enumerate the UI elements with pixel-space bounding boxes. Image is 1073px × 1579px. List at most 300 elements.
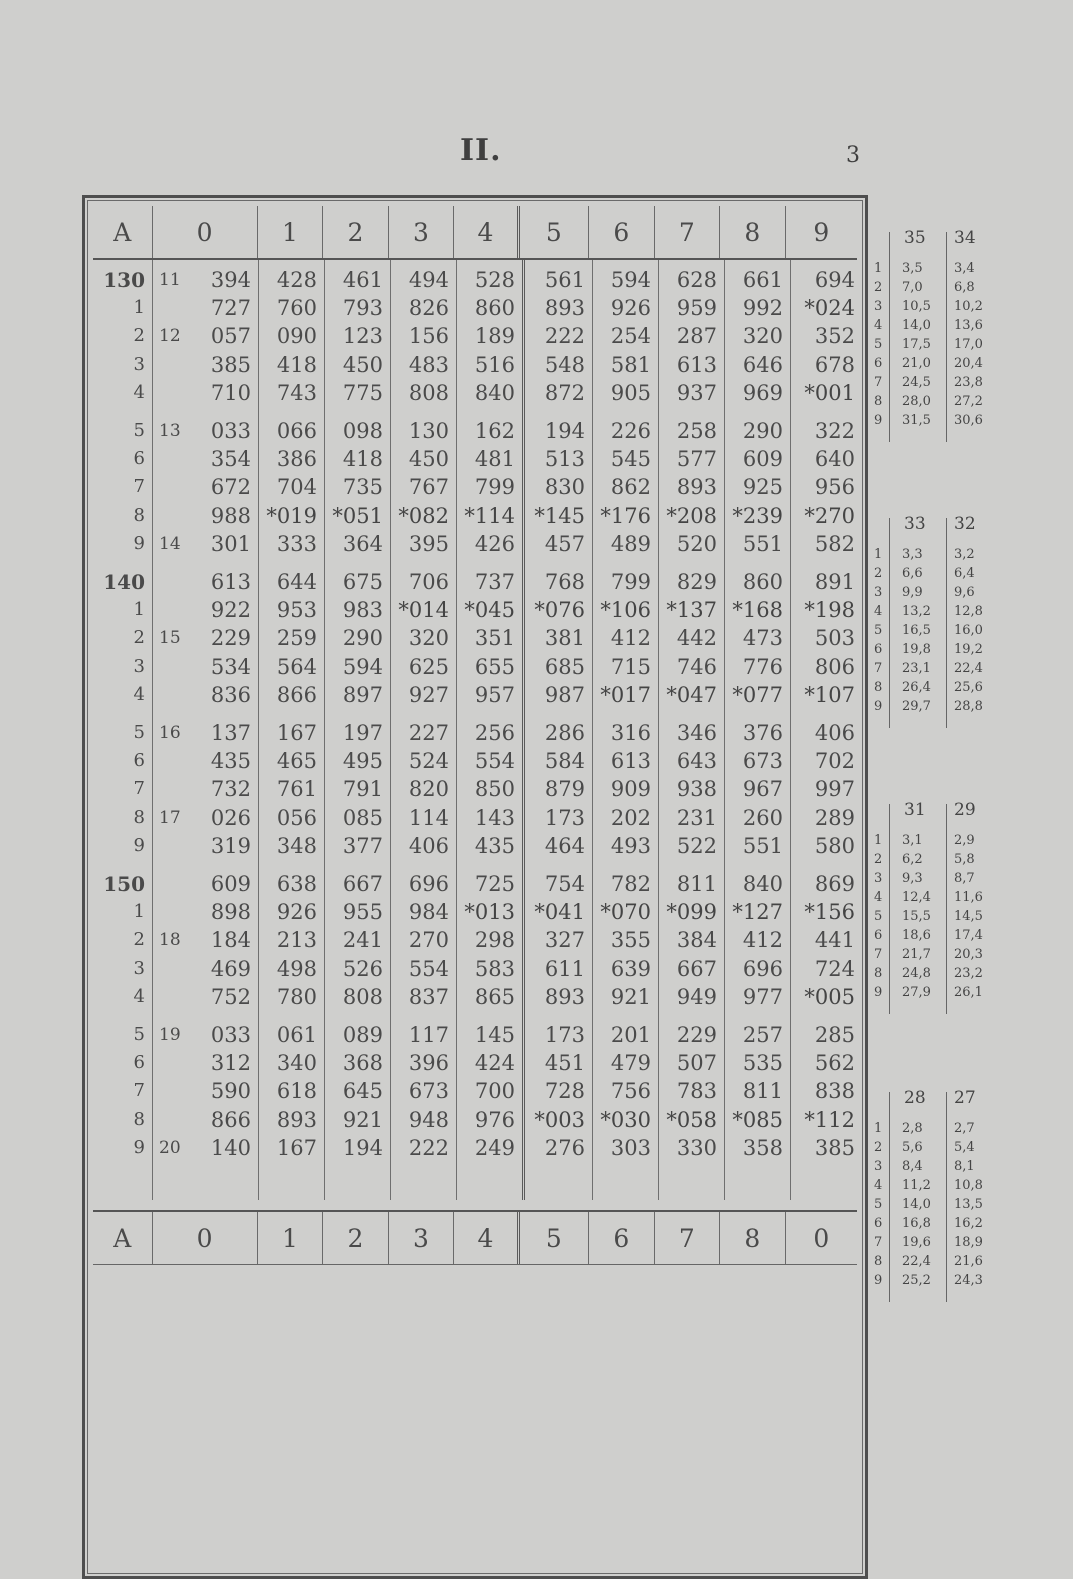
table-cell: 130 bbox=[408, 419, 449, 443]
header-cell: 7 bbox=[655, 206, 720, 258]
table-cell: 483 bbox=[408, 352, 449, 377]
table-cell: 520 bbox=[676, 531, 717, 556]
table-cell: 441 bbox=[814, 928, 855, 953]
table-row bbox=[93, 1134, 857, 1162]
table-cell: 162 bbox=[474, 419, 515, 443]
prop-parts-row bbox=[872, 984, 992, 1001]
table-cell: 376 bbox=[742, 721, 783, 745]
table-cell: 673 bbox=[742, 749, 783, 774]
table-cell: 926 bbox=[610, 296, 651, 321]
prop-parts-value: 26,4 bbox=[902, 680, 931, 695]
table-cell: 609 bbox=[210, 872, 251, 896]
table-row bbox=[93, 926, 857, 954]
table-cell: 967 bbox=[742, 777, 783, 802]
header-cell: 8 bbox=[720, 1212, 785, 1264]
header-cell: 0 bbox=[153, 1212, 258, 1264]
table-cell: 229 bbox=[676, 1023, 717, 1047]
table-cell: 513 bbox=[544, 447, 585, 472]
prop-parts-digit: 1 bbox=[874, 833, 883, 848]
table-cell: 493 bbox=[610, 833, 651, 858]
prop-parts-value: 24,3 bbox=[954, 1273, 983, 1288]
prop-parts-value: 18,6 bbox=[902, 928, 931, 943]
table-cell: 450 bbox=[342, 352, 383, 377]
row-argument: 130 bbox=[103, 268, 145, 292]
table-row bbox=[93, 473, 857, 501]
table-cell: 756 bbox=[610, 1079, 651, 1104]
prop-parts-value: 3,2 bbox=[954, 547, 975, 562]
header-cell: A bbox=[93, 1212, 153, 1264]
table-cell: 732 bbox=[210, 777, 251, 802]
prop-parts-value: 22,4 bbox=[954, 661, 983, 676]
table-cell: 820 bbox=[408, 777, 449, 802]
prop-parts-value: 3,3 bbox=[902, 547, 923, 562]
row-argument: 8 bbox=[133, 1108, 145, 1130]
prop-parts-digit: 7 bbox=[874, 661, 883, 676]
prop-parts-row bbox=[872, 412, 992, 429]
prop-parts-row bbox=[872, 679, 992, 696]
prop-parts-value: 12,8 bbox=[954, 604, 983, 619]
prop-parts-digit: 6 bbox=[874, 642, 883, 657]
table-cell: 727 bbox=[210, 296, 251, 321]
prop-parts-head: 29 bbox=[954, 800, 976, 820]
prop-parts-value: 11,2 bbox=[902, 1178, 931, 1193]
prop-parts-value: 18,9 bbox=[954, 1235, 983, 1250]
prop-parts-row bbox=[872, 603, 992, 620]
table-cell: 893 bbox=[544, 984, 585, 1009]
table-cell: 780 bbox=[276, 984, 317, 1009]
table-cell: 735 bbox=[342, 475, 383, 500]
prop-parts-digit: 6 bbox=[874, 928, 883, 943]
table-footer bbox=[93, 1210, 857, 1265]
table-cell: *058 bbox=[666, 1107, 717, 1132]
prop-parts-value: 10,2 bbox=[954, 299, 983, 314]
table-cell: 673 bbox=[408, 1079, 449, 1104]
table-cell: 061 bbox=[276, 1023, 317, 1047]
prop-parts-digit: 8 bbox=[874, 966, 883, 981]
table-cell: 836 bbox=[210, 682, 251, 707]
prop-parts-value: 24,8 bbox=[902, 966, 931, 981]
prop-parts-value: 19,2 bbox=[954, 642, 983, 657]
table-cell: 117 bbox=[408, 1023, 449, 1047]
table-cell: 791 bbox=[342, 777, 383, 802]
table-row bbox=[93, 955, 857, 983]
table-cell: 925 bbox=[742, 475, 783, 500]
row-argument: 8 bbox=[133, 806, 145, 828]
prop-parts-value: 3,4 bbox=[954, 261, 975, 276]
prop-parts-digit: 4 bbox=[874, 1178, 883, 1193]
prop-parts-value: 8,1 bbox=[954, 1159, 975, 1174]
table-row bbox=[93, 870, 857, 898]
table-cell: 346 bbox=[676, 721, 717, 745]
prop-parts-value: 23,8 bbox=[954, 375, 983, 390]
prop-parts-row bbox=[872, 927, 992, 944]
prop-parts-head: 35 bbox=[904, 228, 926, 248]
table-cell: 333 bbox=[276, 531, 317, 556]
prop-parts-head: 28 bbox=[904, 1088, 926, 1108]
prop-parts-value: 19,6 bbox=[902, 1235, 931, 1250]
table-cell: 489 bbox=[610, 531, 651, 556]
table-row bbox=[93, 568, 857, 596]
table-cell: 494 bbox=[408, 268, 449, 292]
table-cell: 704 bbox=[276, 475, 317, 500]
table-cell: 584 bbox=[544, 749, 585, 774]
table-cell: 811 bbox=[676, 872, 717, 896]
table-cell: *024 bbox=[804, 296, 855, 321]
table-cell: 860 bbox=[742, 570, 783, 594]
table-cell: 140 bbox=[210, 1135, 251, 1160]
table-cell: *137 bbox=[666, 598, 717, 623]
prop-parts-row bbox=[872, 279, 992, 296]
table-cell: 340 bbox=[276, 1051, 317, 1076]
row-leading-digits: 18 bbox=[159, 930, 181, 951]
table-cell: *013 bbox=[464, 900, 515, 925]
prop-parts-digit: 2 bbox=[874, 852, 883, 867]
prop-parts-digit: 1 bbox=[874, 1121, 883, 1136]
table-cell: 837 bbox=[408, 984, 449, 1009]
header-cell: 6 bbox=[589, 1212, 654, 1264]
table-cell: 793 bbox=[342, 296, 383, 321]
table-cell: 479 bbox=[610, 1051, 651, 1076]
prop-parts-row bbox=[872, 832, 992, 849]
header-cell: A bbox=[93, 206, 153, 258]
table-row bbox=[93, 266, 857, 294]
prop-parts-digit: 6 bbox=[874, 356, 883, 371]
table-cell: 562 bbox=[814, 1051, 855, 1076]
prop-parts-row bbox=[872, 1158, 992, 1175]
table-cell: 737 bbox=[474, 570, 515, 594]
table-cell: 526 bbox=[342, 956, 383, 981]
table-cell: *051 bbox=[332, 503, 383, 528]
table-cell: 222 bbox=[544, 324, 585, 349]
table-cell: 428 bbox=[276, 268, 317, 292]
table-cell: 469 bbox=[210, 956, 251, 981]
prop-parts-head: 31 bbox=[904, 800, 926, 820]
table-cell: 959 bbox=[676, 296, 717, 321]
table-cell: 685 bbox=[544, 654, 585, 679]
prop-parts-head: 33 bbox=[904, 514, 926, 534]
header-cell: 4 bbox=[454, 1212, 520, 1264]
table-cell: 675 bbox=[342, 570, 383, 594]
prop-parts-value: 20,3 bbox=[954, 947, 983, 962]
table-cell: 259 bbox=[276, 626, 317, 651]
prop-parts-row bbox=[872, 1215, 992, 1232]
table-row bbox=[93, 653, 857, 681]
table-row bbox=[93, 832, 857, 860]
page-title: II. bbox=[460, 133, 502, 168]
row-argument: 3 bbox=[133, 353, 145, 375]
prop-parts-row bbox=[872, 584, 992, 601]
table-cell: 983 bbox=[342, 598, 383, 623]
prop-parts-digit: 9 bbox=[874, 1273, 883, 1288]
table-cell: 969 bbox=[742, 380, 783, 405]
prop-parts-value: 2,9 bbox=[954, 833, 975, 848]
table-cell: 618 bbox=[276, 1079, 317, 1104]
table-cell: 254 bbox=[610, 324, 651, 349]
header-cell: 5 bbox=[520, 1212, 589, 1264]
table-cell: 897 bbox=[342, 682, 383, 707]
table-cell: 143 bbox=[474, 805, 515, 830]
table-cell: 090 bbox=[276, 324, 317, 349]
table-cell: 953 bbox=[276, 598, 317, 623]
prop-parts-value: 14,5 bbox=[954, 909, 983, 924]
prop-parts-row bbox=[872, 355, 992, 372]
table-cell: 613 bbox=[210, 570, 251, 594]
table-cell: 554 bbox=[474, 749, 515, 774]
page-number: 3 bbox=[846, 143, 860, 168]
prop-parts-digit: 8 bbox=[874, 1254, 883, 1269]
prop-parts-value: 24,5 bbox=[902, 375, 931, 390]
prop-parts-row bbox=[872, 565, 992, 582]
row-argument: 6 bbox=[133, 1052, 145, 1074]
table-cell: 381 bbox=[544, 626, 585, 651]
table-cell: 909 bbox=[610, 777, 651, 802]
row-argument: 4 bbox=[133, 683, 145, 705]
prop-parts-value: 5,4 bbox=[954, 1140, 975, 1155]
table-cell: 594 bbox=[610, 268, 651, 292]
prop-parts-value: 31,5 bbox=[902, 413, 931, 428]
table-cell: 639 bbox=[610, 956, 651, 981]
prop-parts-value: 16,8 bbox=[902, 1216, 931, 1231]
table-cell: 524 bbox=[408, 749, 449, 774]
row-argument: 6 bbox=[133, 448, 145, 470]
table-cell: 628 bbox=[676, 268, 717, 292]
table-cell: 992 bbox=[742, 296, 783, 321]
header-cell: 3 bbox=[389, 206, 454, 258]
table-cell: *239 bbox=[732, 503, 783, 528]
table-cell: *208 bbox=[666, 503, 717, 528]
header-cell: 8 bbox=[720, 206, 785, 258]
prop-parts-value: 5,8 bbox=[954, 852, 975, 867]
prop-parts-value: 2,8 bbox=[902, 1121, 923, 1136]
prop-parts-digit: 1 bbox=[874, 547, 883, 562]
table-cell: 257 bbox=[742, 1023, 783, 1047]
table-row bbox=[93, 804, 857, 832]
row-argument: 9 bbox=[133, 834, 145, 856]
table-cell: 461 bbox=[342, 268, 383, 292]
table-row bbox=[93, 596, 857, 624]
table-cell: 276 bbox=[544, 1135, 585, 1160]
table-row bbox=[93, 445, 857, 473]
table-cell: 194 bbox=[544, 419, 585, 443]
table-cell: 364 bbox=[342, 531, 383, 556]
table-cell: 535 bbox=[742, 1051, 783, 1076]
table-header bbox=[93, 206, 857, 260]
row-argument: 1 bbox=[133, 599, 145, 621]
table-cell: 301 bbox=[210, 531, 251, 556]
table-cell: 702 bbox=[814, 749, 855, 774]
prop-parts-digit: 7 bbox=[874, 375, 883, 390]
table-cell: 838 bbox=[814, 1079, 855, 1104]
prop-parts-value: 8,7 bbox=[954, 871, 975, 886]
prop-parts-value: 20,4 bbox=[954, 356, 983, 371]
table-cell: *156 bbox=[804, 900, 855, 925]
table-body bbox=[93, 260, 857, 1200]
table-cell: *114 bbox=[464, 503, 515, 528]
prop-parts-digit: 3 bbox=[874, 585, 883, 600]
table-cell: 551 bbox=[742, 531, 783, 556]
prop-parts-digit: 9 bbox=[874, 985, 883, 1000]
table-cell: 298 bbox=[474, 928, 515, 953]
table-cell: 678 bbox=[814, 352, 855, 377]
table-cell: 528 bbox=[474, 268, 515, 292]
table-cell: 085 bbox=[342, 805, 383, 830]
prop-parts-row bbox=[872, 1139, 992, 1156]
table-cell: 561 bbox=[544, 268, 585, 292]
table-cell: 638 bbox=[276, 872, 317, 896]
prop-parts-value: 5,6 bbox=[902, 1140, 923, 1155]
table-cell: 229 bbox=[210, 626, 251, 651]
table-cell: 534 bbox=[210, 654, 251, 679]
table-cell: 997 bbox=[814, 777, 855, 802]
table-cell: 869 bbox=[814, 872, 855, 896]
table-cell: 137 bbox=[210, 721, 251, 745]
table-cell: 988 bbox=[210, 503, 251, 528]
table-cell: *198 bbox=[804, 598, 855, 623]
prop-parts-row bbox=[872, 965, 992, 982]
table-cell: 450 bbox=[408, 447, 449, 472]
prop-parts-value: 28,8 bbox=[954, 699, 983, 714]
table-cell: 840 bbox=[474, 380, 515, 405]
table-cell: 033 bbox=[210, 1023, 251, 1047]
table-cell: 775 bbox=[342, 380, 383, 405]
prop-parts-value: 21,7 bbox=[902, 947, 931, 962]
row-leading-digits: 17 bbox=[159, 807, 181, 828]
prop-parts-row bbox=[872, 374, 992, 391]
table-cell: 442 bbox=[676, 626, 717, 651]
prop-parts-digit: 8 bbox=[874, 394, 883, 409]
prop-parts-row bbox=[872, 260, 992, 277]
table-cell: 320 bbox=[742, 324, 783, 349]
table-cell: 829 bbox=[676, 570, 717, 594]
table-row bbox=[93, 530, 857, 558]
table-row bbox=[93, 1049, 857, 1077]
row-leading-digits: 13 bbox=[159, 421, 181, 441]
table-cell: 866 bbox=[210, 1107, 251, 1132]
prop-parts-digit: 7 bbox=[874, 1235, 883, 1250]
row-argument: 2 bbox=[133, 325, 145, 347]
table-row bbox=[93, 351, 857, 379]
prop-parts-digit: 5 bbox=[874, 1197, 883, 1212]
row-argument: 5 bbox=[133, 722, 145, 743]
table-cell: 548 bbox=[544, 352, 585, 377]
table-cell: 667 bbox=[676, 956, 717, 981]
table-row bbox=[93, 1021, 857, 1049]
row-leading-digits: 16 bbox=[159, 723, 181, 743]
table-cell: 644 bbox=[276, 570, 317, 594]
prop-parts-value: 26,1 bbox=[954, 985, 983, 1000]
table-cell: 696 bbox=[742, 956, 783, 981]
table-cell: 312 bbox=[210, 1051, 251, 1076]
row-leading-digits: 19 bbox=[159, 1025, 181, 1045]
table-cell: 977 bbox=[742, 984, 783, 1009]
header-cell: 3 bbox=[389, 1212, 454, 1264]
prop-parts-value: 10,5 bbox=[902, 299, 931, 314]
table-cell: 412 bbox=[742, 928, 783, 953]
prop-parts-digit: 7 bbox=[874, 947, 883, 962]
table-cell: 231 bbox=[676, 805, 717, 830]
prop-parts-row bbox=[872, 698, 992, 715]
table-cell: *047 bbox=[666, 682, 717, 707]
table-cell: 782 bbox=[610, 872, 651, 896]
table-cell: 893 bbox=[276, 1107, 317, 1132]
table-cell: 394 bbox=[210, 268, 251, 292]
prop-parts-digit: 3 bbox=[874, 1159, 883, 1174]
prop-parts-value: 6,6 bbox=[902, 566, 923, 581]
table-cell: 655 bbox=[474, 654, 515, 679]
table-cell: 898 bbox=[210, 900, 251, 925]
header-cell: 1 bbox=[258, 206, 323, 258]
prop-parts-row bbox=[872, 660, 992, 677]
table-cell: 351 bbox=[474, 626, 515, 651]
table-cell: 495 bbox=[342, 749, 383, 774]
table-cell: 948 bbox=[408, 1107, 449, 1132]
prop-parts-value: 21,6 bbox=[954, 1254, 983, 1269]
header-cell: 7 bbox=[655, 1212, 720, 1264]
row-argument: 9 bbox=[133, 532, 145, 554]
table-cell: 167 bbox=[276, 721, 317, 745]
table-cell: 114 bbox=[408, 805, 449, 830]
table-cell: 594 bbox=[342, 654, 383, 679]
table-cell: *030 bbox=[600, 1107, 651, 1132]
table-cell: 516 bbox=[474, 352, 515, 377]
table-cell: 222 bbox=[408, 1135, 449, 1160]
prop-parts-value: 25,2 bbox=[902, 1273, 931, 1288]
table-cell: 286 bbox=[544, 721, 585, 745]
header-cell: 4 bbox=[454, 206, 520, 258]
row-argument: 9 bbox=[133, 1136, 145, 1158]
row-leading-digits: 11 bbox=[159, 270, 181, 290]
table-row bbox=[93, 1077, 857, 1105]
prop-parts-row bbox=[872, 1177, 992, 1194]
row-argument: 1 bbox=[133, 901, 145, 923]
prop-parts-digit: 5 bbox=[874, 337, 883, 352]
table-cell: 581 bbox=[610, 352, 651, 377]
table-cell: 194 bbox=[342, 1135, 383, 1160]
table-cell: *176 bbox=[600, 503, 651, 528]
table-row bbox=[93, 983, 857, 1011]
table-cell: 613 bbox=[610, 749, 651, 774]
table-cell: *127 bbox=[732, 900, 783, 925]
prop-parts-head: 27 bbox=[954, 1088, 976, 1108]
row-argument: 4 bbox=[133, 985, 145, 1007]
table-cell: 545 bbox=[610, 447, 651, 472]
table-cell: 645 bbox=[342, 1079, 383, 1104]
table-cell: 577 bbox=[676, 447, 717, 472]
prop-parts-row bbox=[872, 946, 992, 963]
table-cell: 396 bbox=[408, 1051, 449, 1076]
table-cell: 776 bbox=[742, 654, 783, 679]
prop-parts-value: 14,0 bbox=[902, 318, 931, 333]
table-cell: 710 bbox=[210, 380, 251, 405]
table-cell: *112 bbox=[804, 1107, 855, 1132]
row-leading-digits: 15 bbox=[159, 628, 181, 649]
table-cell: 256 bbox=[474, 721, 515, 745]
table-cell: 667 bbox=[342, 872, 383, 896]
header-cell: 1 bbox=[258, 1212, 323, 1264]
prop-parts-head: 34 bbox=[954, 228, 976, 248]
row-argument: 3 bbox=[133, 957, 145, 979]
table-cell: 715 bbox=[610, 654, 651, 679]
prop-parts-value: 25,6 bbox=[954, 680, 983, 695]
header-cell: 2 bbox=[323, 206, 388, 258]
table-cell: *001 bbox=[804, 380, 855, 405]
prop-parts-value: 7,0 bbox=[902, 280, 923, 295]
header-cell: 6 bbox=[589, 206, 654, 258]
table-cell: 385 bbox=[210, 352, 251, 377]
table-cell: 725 bbox=[474, 872, 515, 896]
table-cell: 926 bbox=[276, 900, 317, 925]
table-row bbox=[93, 775, 857, 803]
